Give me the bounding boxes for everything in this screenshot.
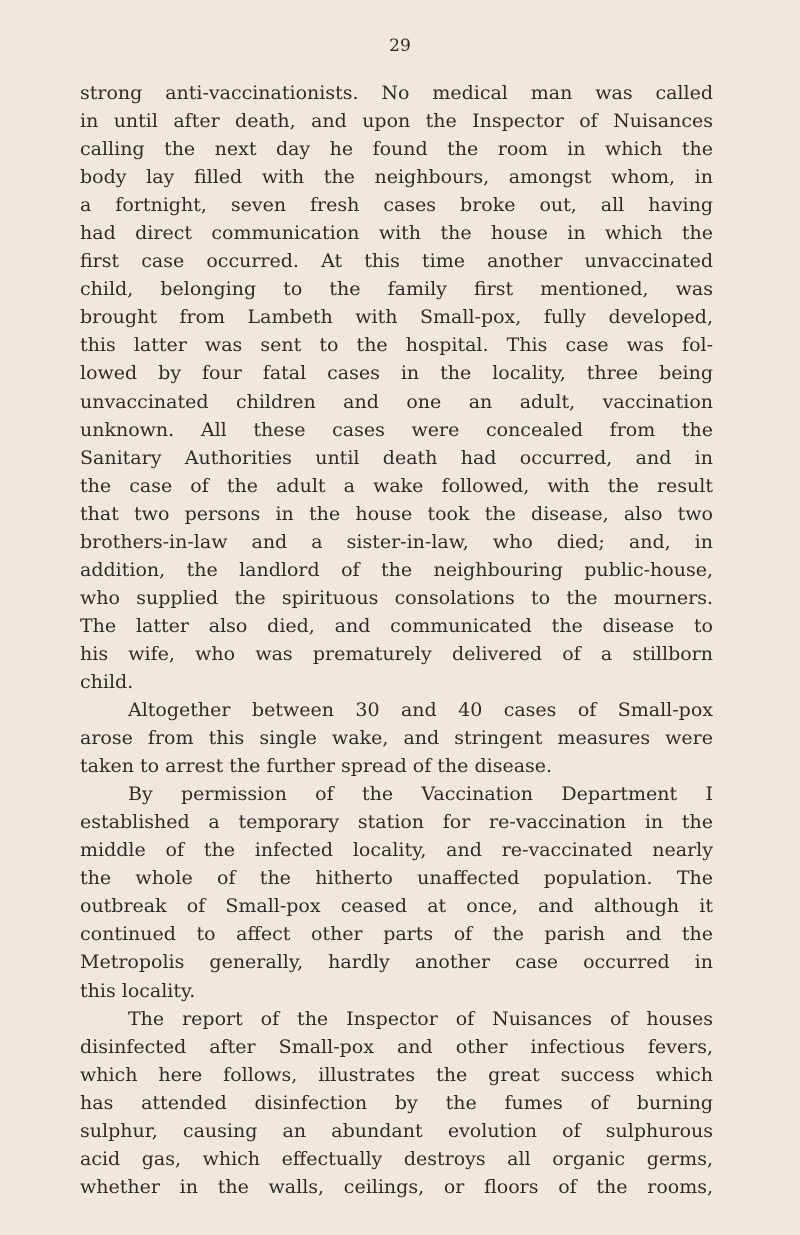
text-line: By permission of the Vaccination Department I [128,783,713,806]
text-line: disinfected after Small-pox and other infectious fevers, [80,1035,713,1058]
text-line: continued to affect other parts of the parish and the [80,923,713,946]
text-line: this latter was sent to the hospital. This case was fol- [80,334,713,357]
text-line: lowed by four fatal cases in the locality, three being [80,362,713,385]
text-line: The latter also died, and communicated the disease to [80,614,713,637]
text-line: whether in the walls, ceilings, or floors of the rooms, [80,1175,713,1198]
text-line: unvaccinated children and one an adult, vaccination [80,390,713,413]
text-line: the whole of the hitherto unaffected population. The [80,867,713,890]
paragraph [80,79,713,696]
text-line: arose from this single wake, and stringent measures were [80,727,713,750]
text-line: who supplied the spirituous consolations to the mourners. [80,586,713,609]
text-line: Altogether between 30 and 40 cases of Small-pox [128,699,713,722]
text-line: taken to arrest the further spread of the disease. [80,755,553,778]
text-line: this locality. [80,979,196,1002]
text-line: sulphur, causing an abundant evolution of sulphurous [80,1119,713,1142]
text-line: middle of the infected locality, and re-vaccinated nearly [80,839,713,862]
text-line: a fortnight, seven fresh cases broke out, all having [80,194,713,217]
paragraph [80,1005,713,1201]
text-line: addition, the landlord of the neighbouring public-house, [80,558,713,581]
text-line: strong anti-vaccinationists. No medical man was called [80,82,713,104]
text-line: the case of the adult a wake followed, with the result [80,474,713,497]
text-line: that two persons in the house took the disease, also two [80,502,713,525]
text-line: established a temporary station for re-vaccination in the [80,811,713,834]
text-line: child, belonging to the family first mentioned, was [80,278,713,301]
text-line: acid gas, which effectually destroys all organic germs, [80,1147,713,1170]
text-line: which here follows, illustrates the great success which [80,1063,713,1086]
text-line: brought from Lambeth with Small-pox, fully developed, [80,306,713,329]
paragraph [80,696,713,780]
body-text [80,79,713,1201]
text-line: unknown. All these cases were concealed from the [80,418,713,441]
text-line: The report of the Inspector of Nuisances of houses [128,1007,713,1030]
text-line: outbreak of Small-pox ceased at once, and although it [80,895,713,918]
text-line: first case occurred. At this time another unvaccinated [80,250,713,273]
text-line: his wife, who was prematurely delivered of a stillborn [80,642,713,665]
text-line: Metropolis generally, hardly another case occurred in [80,951,713,974]
paragraph [80,780,713,1004]
text-line: body lay filled with the neighbours, amongst whom, in [80,166,713,189]
text-line: brothers-in-law and a sister-in-law, who died; and, in [80,530,713,553]
text-line: child. [80,670,134,693]
page-number: 29 [389,36,411,56]
text-line: in until after death, and upon the Inspector of Nuisances [80,110,713,133]
text-line: has attended disinfection by the fumes of burning [80,1091,713,1114]
text-line: had direct communication with the house in which the [80,222,713,245]
text-line: calling the next day he found the room in which the [80,138,713,161]
text-line: Sanitary Authorities until death had occurred, and in [80,446,713,469]
